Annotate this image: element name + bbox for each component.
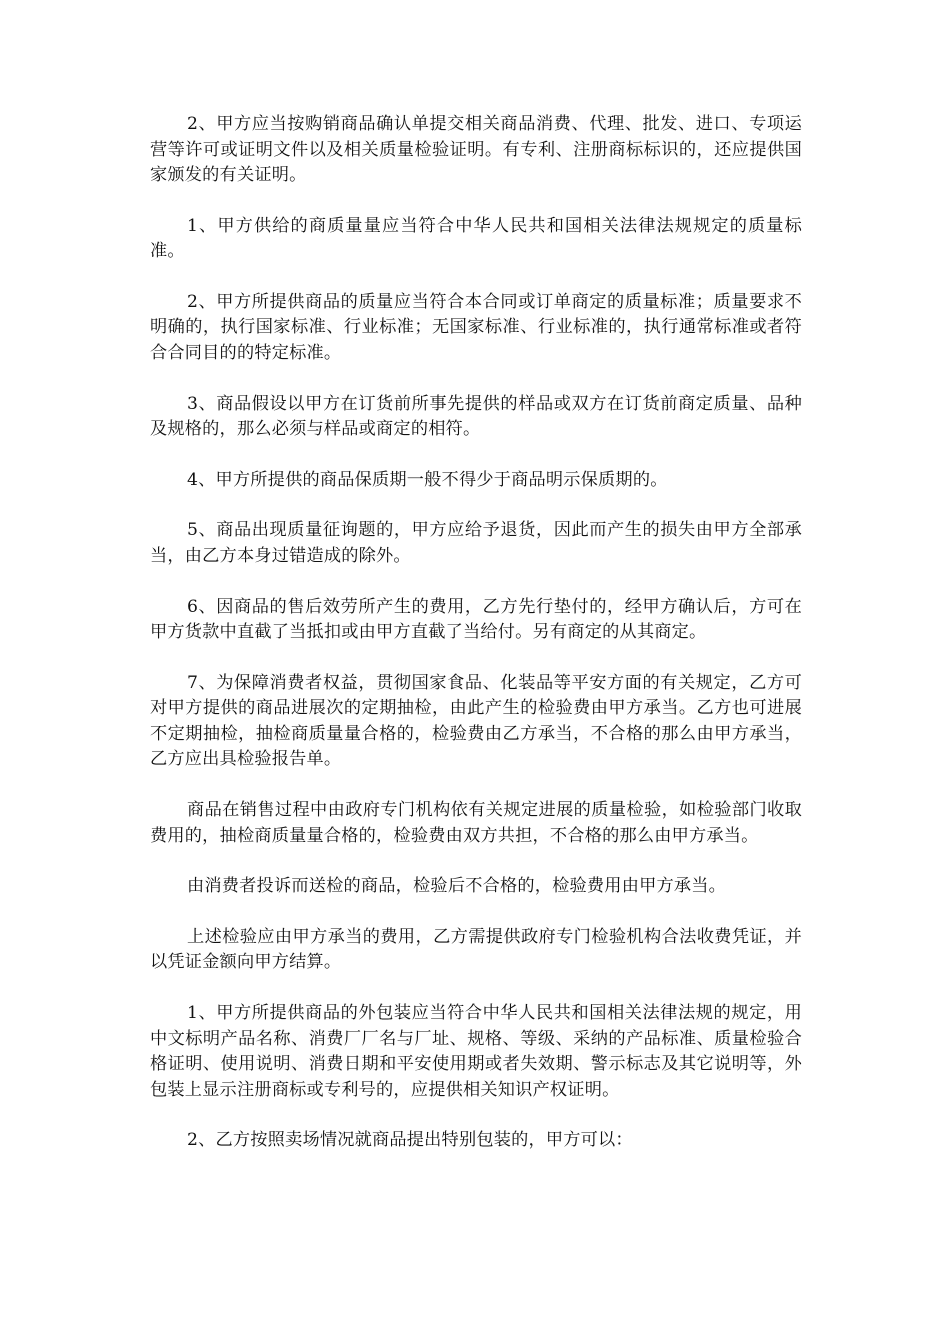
document-page [150,112,802,1179]
paragraph: 3、商品假设以甲方在订货前所事先提供的样品或双方在订货前商定质量、品种及规格的，那么必须与样品或商定的相符。 [150,393,802,440]
paragraph: 由消费者投诉而送检的商品，检验后不合格的，检验费用由甲方承当。 [187,876,727,897]
paragraph: 7、为保障消费者权益，贯彻国家食品、化装品等平安方面的有关规定，乙方可对甲方提供的商品进展次的定期抽检，由此产生的检验费由甲方承当。乙方也可进展不定期抽检，抽检商质量量合格的，检验费由乙方承当，不合格的那么由甲方承当，乙方应出具检验报告单。 [150,672,802,770]
paragraph: 1、甲方供给的商质量量应当符合中华人民共和国相关法律法规规定的质量标准。 [150,215,802,262]
paragraph: 6、因商品的售后效劳所产生的费用，乙方先行垫付的，经甲方确认后，方可在甲方货款中直截了当抵扣或由甲方直截了当给付。另有商定的从其商定。 [150,596,802,643]
paragraph: 2、甲方所提供商品的质量应当符合本合同或订单商定的质量标准；质量要求不明确的，执行国家标准、行业标准；无国家标准、行业标准的，执行通常标准或者符合合同目的的特定标准。 [150,291,802,363]
paragraph: 1、甲方所提供商品的外包装应当符合中华人民共和国相关法律法规的规定，用中文标明产品名称、消费厂厂名与厂址、规格、等级、采纳的产品标准、质量检验合格证明、使用说明、消费日期和平安使用期或者失效期、警示标志及其它说明等，外包装上显示注册商标或专利号的，应提供相关知识产权证明。 [150,1003,802,1100]
paragraph: 上述检验应由甲方承当的费用，乙方需提供政府专门检验机构合法收费凭证，并以凭证金额向甲方结算。 [150,926,802,973]
paragraph: 商品在销售过程中由政府专门机构依有关规定进展的质量检验，如检验部门收取费用的，抽检商质量量合格的，检验费由双方共担，不合格的那么由甲方承当。 [150,800,802,846]
paragraph: 4、甲方所提供的商品保质期一般不得少于商品明示保质期的。 [187,469,668,490]
paragraph: 2、乙方按照卖场情况就商品提出特别包装的，甲方可以： [187,1130,633,1151]
paragraph: 5、商品出现质量征询题的，甲方应给予退货，因此而产生的损失由甲方全部承当，由乙方本身过错造成的除外。 [150,520,802,566]
paragraph: 2、甲方应当按购销商品确认单提交相关商品消费、代理、批发、进口、专项运营等许可或证明文件以及相关质量检验证明。有专利、注册商标标识的，还应提供国家颁发的有关证明。 [150,114,802,185]
